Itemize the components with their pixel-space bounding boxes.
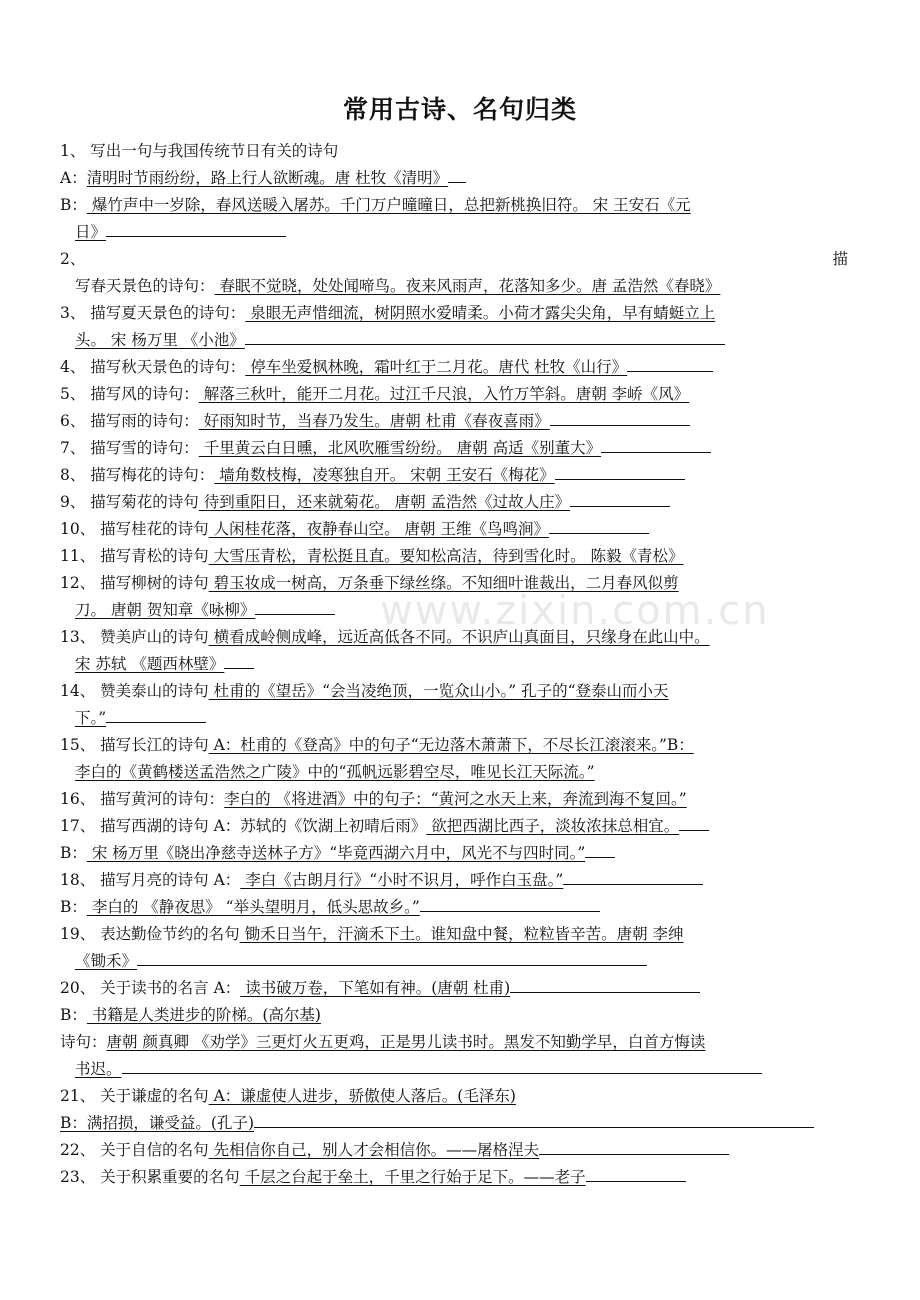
answer-text: 唐朝 颜真卿 《劝学》三更灯火五更鸡，正是男儿读书时。黑发不知勤学早，白首方悔读 [106, 1033, 706, 1051]
list-item: 2、 [60, 250, 86, 268]
list-item: B： 书籍是人类进步的阶梯。(高尔基) [60, 1006, 321, 1024]
list-item: 14、 赞美泰山的诗句 杜甫的《望岳》“会当凌绝顶，一览众山小。” 孔子的“登泰山而小天 [60, 682, 669, 700]
list-item: 5、 描写风的诗句： 解落三秋叶，能开二月花。过江千尺浪，入竹万竿斜。唐朝 李峤《风》 [60, 385, 690, 403]
answer-text: 李白《古朗月行》“小时不识月，呼作白玉盘。” [240, 871, 564, 889]
answer-text: 清明时节雨纷纷，路上行人欲断魂。唐 杜牧《清明》 [86, 169, 449, 187]
list-item: 16、 描写黄河的诗句：李白的 《将进酒》中的句子：“黄河之水天上来，奔流到海不复回。” [60, 790, 687, 808]
answer-text: 好雨知时节，当春乃发生。唐朝 杜甫《春夜喜雨》 [198, 412, 550, 430]
answer-text: 春眠不觉晓，处处闻啼鸟。夜来风雨声，花落知多少。唐 孟浩然《春晓》 [214, 277, 721, 295]
list-item: 1、 写出一句与我国传统节日有关的诗句 [60, 142, 339, 160]
list-item: B： 李白的 《静夜思》 “举头望明月，低头思故乡。” [60, 897, 600, 917]
list-item: 10、 描写桂花的诗句 人闲桂花落，夜静春山空。 唐朝 王维《鸟鸣涧》 [60, 519, 649, 539]
answer-text: 李白的 《静夜思》 “举头望明月，低头思故乡。” [86, 898, 420, 916]
answer-text: 解落三秋叶，能开二月花。过江千尺浪，入竹万竿斜。唐朝 李峤《风》 [198, 385, 690, 403]
list-item: B： 爆竹声中一岁除，春风送暖入屠苏。千门万户曈曈日，总把新桃换旧符。 宋 王安石《元 [60, 196, 691, 214]
answer-text: 宋 苏轼 《题西林壁》 [75, 655, 225, 673]
list-item [75, 222, 286, 242]
wrapped-text: 描 [832, 250, 848, 268]
answer-text: 欲把西湖比西子，淡妆浓抹总相宜。 [426, 817, 680, 835]
list-item: 6、 描写雨的诗句： 好雨知时节，当春乃发生。唐朝 杜甫《春夜喜雨》 [60, 411, 690, 431]
list-item [75, 330, 725, 350]
list-item: 4、 描写秋天景色的诗句： 停车坐爱枫林晚，霜叶红于二月花。唐代 杜牧《山行》 [60, 357, 713, 377]
list-item: 写春天景色的诗句： 春眠不觉晓，处处闻啼鸟。夜来风雨声，花落知多少。唐 孟浩然《春晓》 [75, 277, 721, 295]
page-title: 常用古诗、名句归类 [342, 95, 577, 124]
list-item: 18、 描写月亮的诗句 A： 李白《古朗月行》“小时不识月，呼作白玉盘。” [60, 870, 703, 890]
answer-text: 书迟。 [75, 1060, 122, 1078]
answer-text: 李白的 《将进酒》中的句子：“黄河之水天上来，奔流到海不复回。” [224, 790, 687, 808]
list-item [60, 1113, 814, 1133]
list-item [75, 1059, 762, 1079]
answer-text: B：满招损，谦受益。(孔子) [60, 1114, 254, 1132]
answer-text: 爆竹声中一岁除，春风送暖入屠苏。千门万户曈曈日，总把新桃换旧符。 宋 王安石《元 [86, 196, 691, 214]
answer-text: 大雪压青松，青松挺且直。要知松高洁，待到雪化时。 陈毅《青松》 [208, 547, 684, 565]
answer-text: 待到重阳日，还来就菊花。 唐朝 孟浩然《过故人庄》 [198, 493, 571, 511]
answer-text: 千里黄云白日曛，北风吹雁雪纷纷。 唐朝 高适《别董大》 [198, 439, 602, 457]
list-item: 12、 描写柳树的诗句 碧玉妆成一树高，万条垂下绿丝绦。不知细叶谁裁出，二月春风似剪 [60, 574, 679, 592]
answer-text: A：谦虚使人进步，骄傲使人落后。(毛泽东) [208, 1087, 516, 1105]
watermark: www.zixin.com.cn [380, 588, 770, 634]
list-item [75, 600, 335, 620]
answer-text: 李白的《黄鹤楼送孟浩然之广陵》中的“孤帆远影碧空尽，唯见长江天际流。” [75, 763, 595, 781]
answer-text: 碧玉妆成一树高，万条垂下绿丝绦。不知细叶谁裁出，二月春风似剪 [208, 574, 679, 592]
list-item [75, 951, 647, 971]
answer-text: A：杜甫的《登高》中的句子“无边落木萧萧下，不尽长江滚滚来。”B： [208, 736, 694, 754]
answer-text: 刀。 唐朝 贺知章《咏柳》 [75, 601, 256, 619]
answer-text: 宋 杨万里《晓出净慈寺送林子方》“毕竟西湖六月中，风光不与四时同。” [86, 844, 586, 862]
list-item: 19、 表达勤俭节约的名句 锄禾日当午，汗滴禾下土。谁知盘中餐，粒粒皆辛苦。唐朝 李绅 [60, 925, 684, 943]
answer-text: 千层之台起于垒土，千里之行始于足下。——老子 [239, 1168, 586, 1186]
list-item: 13、 赞美庐山的诗句 横看成岭侧成峰，远近高低各不同。不识庐山真面目，只缘身在此山中。 [60, 628, 710, 646]
answer-text: 墙角数枝梅，凌寒独自开。 宋朝 王安石《梅花》 [214, 466, 555, 484]
answer-text: 锄禾日当午，汗滴禾下土。谁知盘中餐，粒粒皆辛苦。唐朝 李绅 [239, 925, 684, 943]
list-item: 11、 描写青松的诗句 大雪压青松，青松挺且直。要知松高洁，待到雪化时。 陈毅《青松》 [60, 547, 684, 565]
answer-text: 人闲桂花落，夜静春山空。 唐朝 王维《鸟鸣涧》 [208, 520, 549, 538]
list-item: B： 宋 杨万里《晓出净慈寺送林子方》“毕竟西湖六月中，风光不与四时同。” [60, 843, 615, 863]
answer-text: 杜甫的《望岳》“会当凌绝顶，一览众山小。” 孔子的“登泰山而小天 [208, 682, 669, 700]
answer-text: 书籍是人类进步的阶梯。(高尔基) [86, 1006, 321, 1024]
list-item: 15、 描写长江的诗句 A：杜甫的《登高》中的句子“无边落木萧萧下，不尽长江滚滚来。”B： [60, 736, 694, 754]
answer-text: 停车坐爱枫林晚，霜叶红于二月花。唐代 杜牧《山行》 [245, 358, 628, 376]
list-item: 23、 关于积累重要的名句 千层之台起于垒土，千里之行始于足下。——老子 [60, 1167, 686, 1187]
answer-text: 日》 [75, 223, 107, 241]
list-item: 7、 描写雪的诗句： 千里黄云白日曛，北风吹雁雪纷纷。 唐朝 高适《别董大》 [60, 438, 711, 458]
list-item: 17、 描写西湖的诗句 A：苏轼的《饮湖上初晴后雨》 欲把西湖比西子，淡妆浓抹总相宜。 [60, 816, 709, 836]
list-item: 诗句：唐朝 颜真卿 《劝学》三更灯火五更鸡，正是男儿读书时。黑发不知勤学早，白首方悔读 [60, 1033, 706, 1051]
list-item: 20、 关于读书的名言 A： 读书破万卷，下笔如有神。(唐朝 杜甫) [60, 978, 700, 998]
answer-text: 横看成岭侧成峰，远近高低各不同。不识庐山真面目，只缘身在此山中。 [208, 628, 710, 646]
list-item: A：清明时节雨纷纷，路上行人欲断魂。唐 杜牧《清明》 [60, 168, 466, 188]
answer-text: 头。 宋 杨万里 《小池》 [75, 331, 245, 349]
list-item: 22、 关于自信的名句 先相信你自己，别人才会相信你。——屠格涅夫 [60, 1140, 729, 1160]
list-item: 9、 描写菊花的诗句 待到重阳日，还来就菊花。 唐朝 孟浩然《过故人庄》 [60, 492, 670, 512]
list-item [75, 762, 595, 782]
list-item [75, 654, 254, 674]
answer-text: 先相信你自己，别人才会相信你。——屠格涅夫 [208, 1141, 540, 1159]
list-item: 21、 关于谦虚的名句 A：谦虚使人进步，骄傲使人落后。(毛泽东) [60, 1087, 516, 1105]
list-item: 8、 描写梅花的诗句： 墙角数枝梅，凌寒独自开。 宋朝 王安石《梅花》 [60, 465, 685, 485]
answer-text: 下。” [75, 709, 107, 727]
answer-text: 泉眼无声惜细流，树阴照水爱晴柔。小荷才露尖尖角，早有蜻蜓立上 [245, 304, 716, 322]
list-item: 3、 描写夏天景色的诗句： 泉眼无声惜细流，树阴照水爱晴柔。小荷才露尖尖角，早有蜻蜓立上 [60, 304, 716, 322]
list-item [75, 708, 206, 728]
answer-text: 《锄禾》 [75, 952, 138, 970]
answer-text: 读书破万卷，下笔如有神。(唐朝 杜甫) [240, 979, 511, 997]
